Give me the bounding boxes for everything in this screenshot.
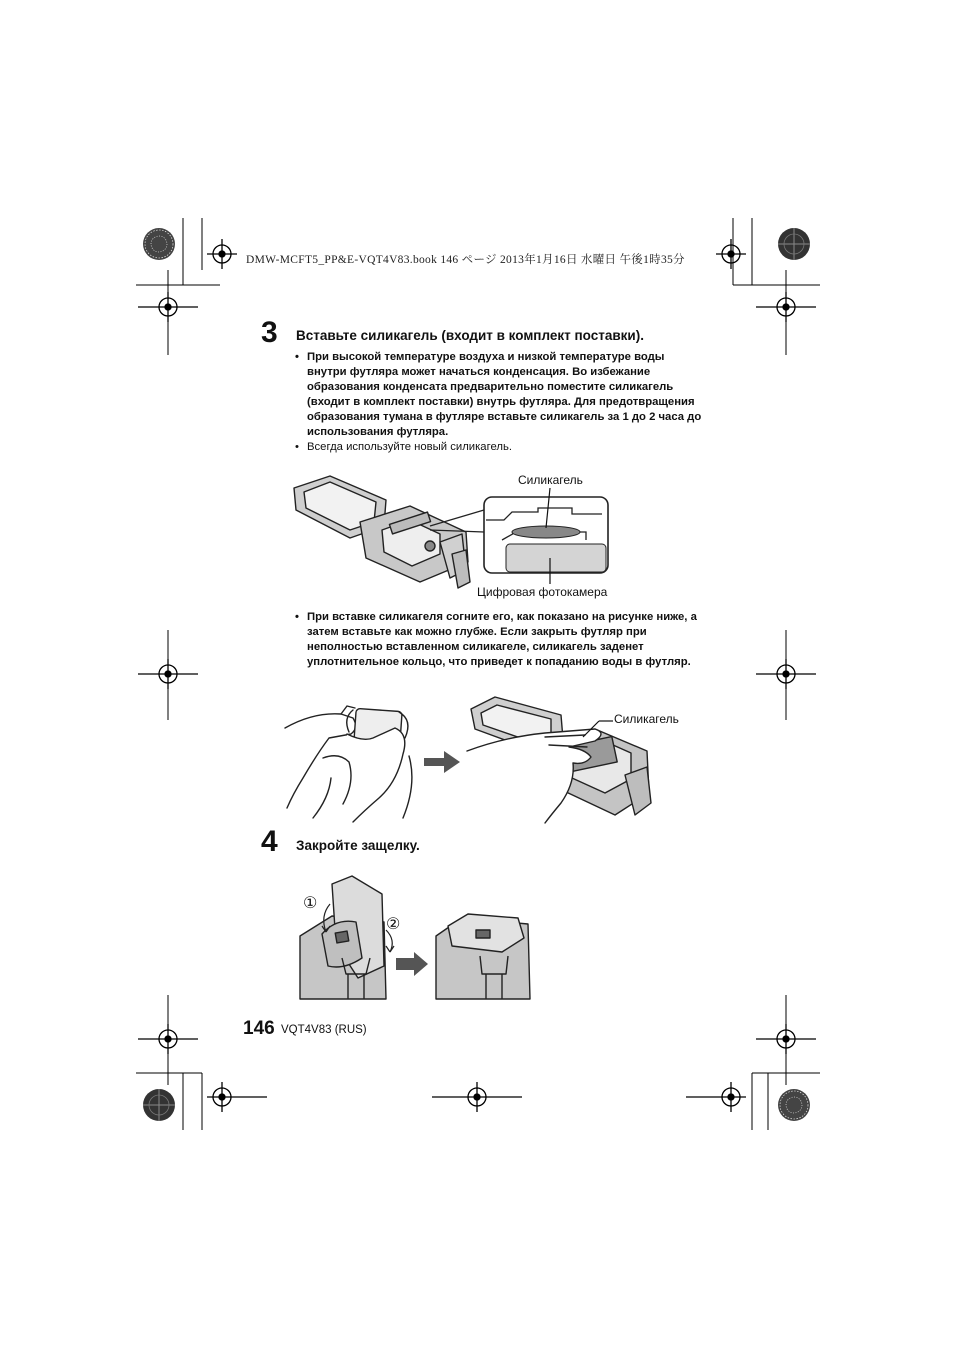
model-code: VQT4V83 (RUS)	[281, 1024, 367, 1036]
step-3-number: 3	[261, 316, 278, 349]
bullet-dot: •	[295, 441, 299, 453]
silica-gel-case-illustration	[290, 470, 640, 600]
bullet-dot: •	[295, 611, 299, 623]
step-4-title: Закройте защелку.	[296, 838, 420, 853]
arrow-right-icon	[424, 751, 460, 773]
label-digital-camera: Цифровая фотокамера	[477, 585, 608, 599]
step-3-bullet-new-silica	[295, 440, 702, 455]
step-3-bullet-bend-silica	[295, 610, 702, 670]
page-number: 146	[243, 1018, 275, 1039]
bullet-text: Всегда используйте новый силикагель.	[307, 441, 512, 453]
bend-silica-hands-illustration	[283, 698, 423, 823]
label-silica-gel-2: Силикагель	[614, 712, 679, 726]
bullet-text: При вставке силикагеля согните его, как показано на рисунке ниже, а затем вставьте как можно глубже. Если закрыть футляр при неполностью вставленном силикагеле, силикагель заденет уплотнительное кольцо, что приведет к попаданию воды в футляр.	[307, 611, 697, 668]
step-4-number: 4	[261, 825, 278, 858]
label-silica-gel: Силикагель	[518, 473, 583, 487]
step-3-bullet-condensation	[295, 350, 702, 440]
close-latch-illustration	[292, 874, 542, 999]
step-marker-2: ②	[386, 916, 401, 933]
step-3-title: Вставьте силикагель (входит в комплект поставки).	[296, 328, 644, 343]
step-marker-1: ①	[303, 895, 318, 912]
book-file-line: DMW-MCFT5_PP&E-VQT4V83.book 146 ページ 2013年1月16日 水曜日 午後1時35分	[246, 254, 685, 266]
bullet-text: При высокой температуре воздуха и низкой температуре воды внутри футляра может начаться конденсация. Во избежание образования конденсата предварительно поместите силикагель (входит в комплект поставки) внутрь футляра. Для предотвращения образования тумана в футляре вставьте силикагель за 1 до 2 часа до использования футляра.	[307, 351, 702, 438]
bullet-dot: •	[295, 351, 299, 363]
